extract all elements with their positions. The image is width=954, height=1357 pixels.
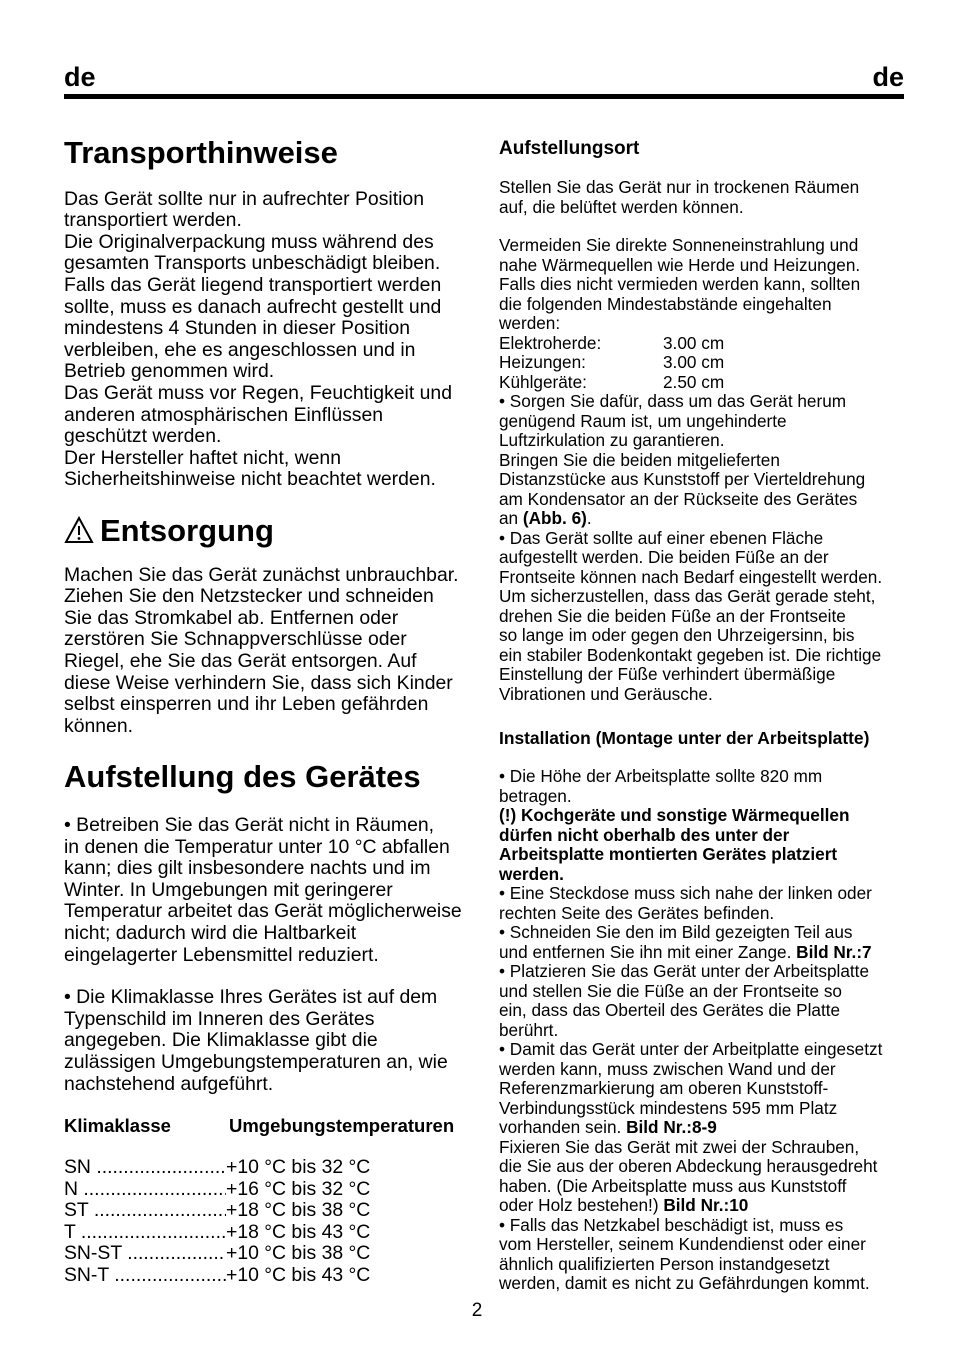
text-line: Um sicherzustellen, dass das Gerät gerade steht, <box>499 586 876 606</box>
distance-list <box>499 334 909 393</box>
distance-row <box>499 334 909 354</box>
text-line: • Falls das Netzkabel beschädigt ist, muss es <box>499 1214 844 1235</box>
text-line: • Eine Steckdose muss sich nahe der linken oder <box>499 883 872 903</box>
text-line: ein stabiler Bodenkontakt gegeben ist. Die richtige <box>499 644 882 665</box>
text-line: Machen Sie das Gerät zunächst unbrauchbar. <box>64 563 459 586</box>
language-label-right: de <box>872 62 904 92</box>
figure-ref: Bild Nr.:10 <box>663 1195 749 1215</box>
header-rule <box>64 94 904 99</box>
installation-p3 <box>499 923 909 962</box>
klima-temp: +10 °C bis 38 °C <box>226 1242 371 1265</box>
klima-table <box>64 1157 474 1287</box>
table-row <box>64 1179 474 1201</box>
distance-value: 2.50 cm <box>663 371 725 392</box>
text-line: gesamten Transports unbeschädigt bleiben. <box>64 252 441 275</box>
distance-row <box>499 373 909 393</box>
text-line: nicht; dadurch wird die Haltbarkeit <box>64 921 357 944</box>
text-line: transportiert werden. <box>64 209 242 232</box>
text-line: verbleiben, ehe es angeschlossen und in <box>64 338 416 361</box>
aufstellungsort-para3 <box>499 392 909 509</box>
text-line: aufgestellt werden. Die beiden Füße an der <box>499 547 829 567</box>
distance-row <box>499 353 909 373</box>
text-line: • Platzieren Sie das Gerät unter der Arbeitsplatte <box>499 961 870 981</box>
text-fragment: vorhanden sein. <box>499 1117 627 1137</box>
table-row <box>64 1157 474 1179</box>
text-line: vom Hersteller, seinem Kundendienst oder einer <box>499 1234 866 1254</box>
text-line: Arbeitsplatte montierten Gerätes platziert <box>499 844 838 864</box>
text-fragment: an <box>499 508 523 528</box>
text-line: drehen Sie die beiden Füße an der Frontseite <box>499 605 846 626</box>
installation-p5-last <box>499 1118 909 1138</box>
aufstellungsort-para1 <box>499 178 909 217</box>
klima-col-header: Klimaklasse <box>64 1115 171 1137</box>
text-line: Das Gerät sollte nur in aufrechter Position <box>64 187 424 210</box>
text-line: Riegel, ehe Sie das Gerät entsorgen. Auf <box>64 649 417 672</box>
text-fragment: . <box>586 508 592 528</box>
klima-temp: +18 °C bis 38 °C <box>226 1199 371 1222</box>
text-line: werden, damit es nicht zu Gefährdungen kommt. <box>499 1273 870 1293</box>
entsorgung-text <box>64 565 474 738</box>
installation-p1 <box>499 767 909 806</box>
figure-ref: (Abb. 6) <box>522 508 587 528</box>
text-line: ein, dass das Oberteil des Gerätes die Platte <box>499 1000 841 1020</box>
text-line: • Die Klimaklasse Ihres Gerätes ist auf dem <box>64 986 438 1009</box>
aufstellungsort-para4 <box>499 529 909 705</box>
figure-ref: Bild Nr.:8-9 <box>626 1117 717 1137</box>
table-row <box>64 1265 474 1287</box>
aufstellungsort-para3-last <box>499 509 909 529</box>
text-line: selbst einsperren und ihr Leben gefährden <box>64 693 429 716</box>
text-line: Vermeiden Sie direkte Sonneneinstrahlung und <box>499 235 859 255</box>
text-line: Ziehen Sie den Netzstecker und schneiden <box>64 585 434 608</box>
klima-class: T ..... <box>64 1222 226 1244</box>
klima-class: SN-ST ..... <box>64 1243 226 1265</box>
text-line: • Die Höhe der Arbeitsplatte sollte 820 mm <box>499 766 823 786</box>
klima-temp: +18 °C bis 43 °C <box>226 1220 371 1243</box>
text-line: auf, die belüftet werden können. <box>499 196 744 217</box>
text-line: Vibrationen und Geräusche. <box>499 683 713 704</box>
temp-col-header: Umgebungstemperaturen <box>229 1115 455 1137</box>
text-line: Betrieb genommen wird. <box>64 360 275 383</box>
klima-class: ST ..... <box>64 1200 226 1222</box>
text-line: Das Gerät muss vor Regen, Feuchtigkeit und <box>64 381 452 404</box>
text-line: Einstellung der Füße verhindert übermäßige <box>499 664 836 684</box>
text-line: (!) Kochgeräte und sonstige Wärmequellen <box>499 805 850 825</box>
aufstellungsort-para2 <box>499 236 909 334</box>
table-row <box>64 1222 474 1244</box>
text-line: kann; dies gilt insbesondere nachts und im <box>64 857 431 880</box>
installation-p6-last <box>499 1196 909 1216</box>
text-line: Typenschild im Inneren des Gerätes <box>64 1007 375 1030</box>
left-column <box>64 120 474 1287</box>
text-line: die folgenden Mindestabstände eingehalten <box>499 293 832 314</box>
text-line: angegeben. Die Klimaklasse gibt die <box>64 1029 378 1052</box>
klima-class: SN ..... <box>64 1157 226 1179</box>
klima-temp: +10 °C bis 43 °C <box>226 1264 371 1287</box>
installation-warning <box>499 806 909 884</box>
klima-table-header <box>64 1115 474 1137</box>
text-line: berührt. <box>499 1019 559 1040</box>
text-line: Der Hersteller haftet nicht, wenn <box>64 446 341 469</box>
installation-p5 <box>499 1040 909 1118</box>
klima-class: SN-T ..... <box>64 1265 226 1287</box>
text-line: Falls das Gerät liegend transportiert werden <box>64 274 442 297</box>
text-line: nahe Wärmequellen wie Herde und Heizungen. <box>499 254 861 275</box>
warning-triangle-icon <box>64 516 94 544</box>
installation-p7 <box>499 1216 909 1294</box>
text-line: nachstehend aufgeführt. <box>64 1072 274 1095</box>
distance-value: 3.00 cm <box>663 352 725 372</box>
text-line: werden: <box>499 313 561 333</box>
text-line: werden kann, muss zwischen Wand und der <box>499 1058 836 1079</box>
transport-text <box>64 189 474 491</box>
installation-p6 <box>499 1138 909 1197</box>
text-line: genügend Raum ist, um ungehinderte <box>499 410 787 431</box>
text-line: • Das Gerät sollte auf einer ebenen Fläche <box>499 527 824 548</box>
text-line: • Betreiben Sie das Gerät nicht in Räumen, <box>64 813 435 836</box>
text-line: rechten Seite des Gerätes befinden. <box>499 902 775 923</box>
text-line: haben. (Die Arbeitsplatte muss aus Kunststoff <box>499 1175 847 1196</box>
text-line: anderen atmosphärischen Einflüssen <box>64 403 384 426</box>
text-line: und stellen Sie die Füße an der Frontseite so <box>499 980 842 1001</box>
text-line: werden. <box>499 863 564 884</box>
text-line: Verbindungsstück mindestens 595 mm Platz <box>499 1097 838 1118</box>
text-line: betragen. <box>499 785 572 806</box>
text-line: • Sorgen Sie dafür, dass um das Gerät herum <box>499 391 847 411</box>
klima-temp: +16 °C bis 32 °C <box>226 1177 371 1200</box>
text-line <box>499 943 909 963</box>
text-line: Distanzstücke aus Kunststoff per Vierteldrehung <box>499 469 866 489</box>
text-line: zerstören Sie Schnappverschlüsse oder <box>64 628 407 651</box>
text-fragment: und entfernen Sie ihn mit einer Zange. <box>499 941 797 962</box>
page-number: 2 <box>471 1300 483 1321</box>
klima-temp: +10 °C bis 32 °C <box>226 1156 371 1179</box>
text-line: Stellen Sie das Gerät nur in trockenen Räumen <box>499 177 860 197</box>
distance-value: 3.00 cm <box>663 332 725 353</box>
table-row <box>64 1243 474 1265</box>
aufstellung-para2 <box>64 987 474 1095</box>
text-line: mindestens 4 Stunden in dieser Position <box>64 317 411 340</box>
installation-p2 <box>499 884 909 923</box>
text-line: Referenzmarkierung am oberen Kunststoff- <box>499 1078 829 1098</box>
text-line: geschützt werden. <box>64 425 222 448</box>
text-line: die Sie aus der oberen Abdeckung herausgedreht <box>499 1156 878 1176</box>
distance-label: Heizungen: <box>499 352 586 372</box>
text-line: • Schneiden Sie den im Bild gezeigten Teil aus <box>499 922 853 942</box>
entsorgung-title: Entsorgung <box>100 512 274 548</box>
text-line: eingelagerter Lebensmittel reduziert. <box>64 943 379 966</box>
text-line: Sie das Stromkabel ab. Entfernen oder <box>64 606 399 629</box>
table-row <box>64 1200 474 1222</box>
installation-p4 <box>499 962 909 1040</box>
entsorgung-heading <box>64 513 474 549</box>
distance-label: Kühlgeräte: <box>499 371 587 392</box>
distance-label: Elektroherde: <box>499 332 602 353</box>
right-column <box>499 120 909 1294</box>
text-line: zulässigen Umgebungstemperaturen an, wie <box>64 1050 448 1073</box>
text-line: diese Weise verhindern Sie, dass sich Kinder <box>64 671 453 694</box>
text-line: sollte, muss es danach aufrecht gestellt und <box>64 295 442 318</box>
language-label-left: de <box>64 62 96 92</box>
text-line: Falls dies nicht vermieden werden kann, sollten <box>499 274 861 294</box>
text-line: • Damit das Gerät unter der Arbeitplatte eingesetzt <box>499 1039 883 1059</box>
text-line: Temperatur arbeitet das Gerät möglicherweise <box>64 900 462 923</box>
klima-class: N ..... <box>64 1179 226 1201</box>
text-line: Luftzirkulation zu garantieren. <box>499 430 725 450</box>
text-line: in denen die Temperatur unter 10 °C abfallen <box>64 835 450 858</box>
text-line: dürfen nicht oberhalb des unter der <box>499 824 790 845</box>
text-line: Frontseite können nach Bedarf eingestellt werden. <box>499 566 883 587</box>
text-line: Winter. In Umgebungen mit geringerer <box>64 878 393 901</box>
text-line: Sicherheitshinweise nicht beachtet werden. <box>64 468 436 491</box>
aufstellung-para1 <box>64 815 474 966</box>
text-line: am Kondensator an der Rückseite des Gerätes <box>499 488 858 509</box>
text-line: können. <box>64 714 134 737</box>
text-line: Bringen Sie die beiden mitgelieferten <box>499 449 780 470</box>
installation-title: Installation (Montage unter der Arbeitsplatte) <box>499 728 870 748</box>
aufstellungsort-title: Aufstellungsort <box>499 138 640 159</box>
figure-ref: Bild Nr.:7 <box>796 941 872 962</box>
transport-title: Transporthinweise <box>64 135 338 170</box>
aufstellung-title: Aufstellung des Gerätes <box>64 759 421 795</box>
text-line: so lange im oder gegen den Uhrzeigersinn, bis <box>499 625 855 645</box>
text-line: Fixieren Sie das Gerät mit zwei der Schrauben, <box>499 1136 860 1157</box>
text-line: ähnlich qualifizierten Person instandgesetzt <box>499 1253 830 1274</box>
text-line: Die Originalverpackung muss während des <box>64 230 434 253</box>
text-fragment: oder Holz bestehen!) <box>499 1195 664 1215</box>
